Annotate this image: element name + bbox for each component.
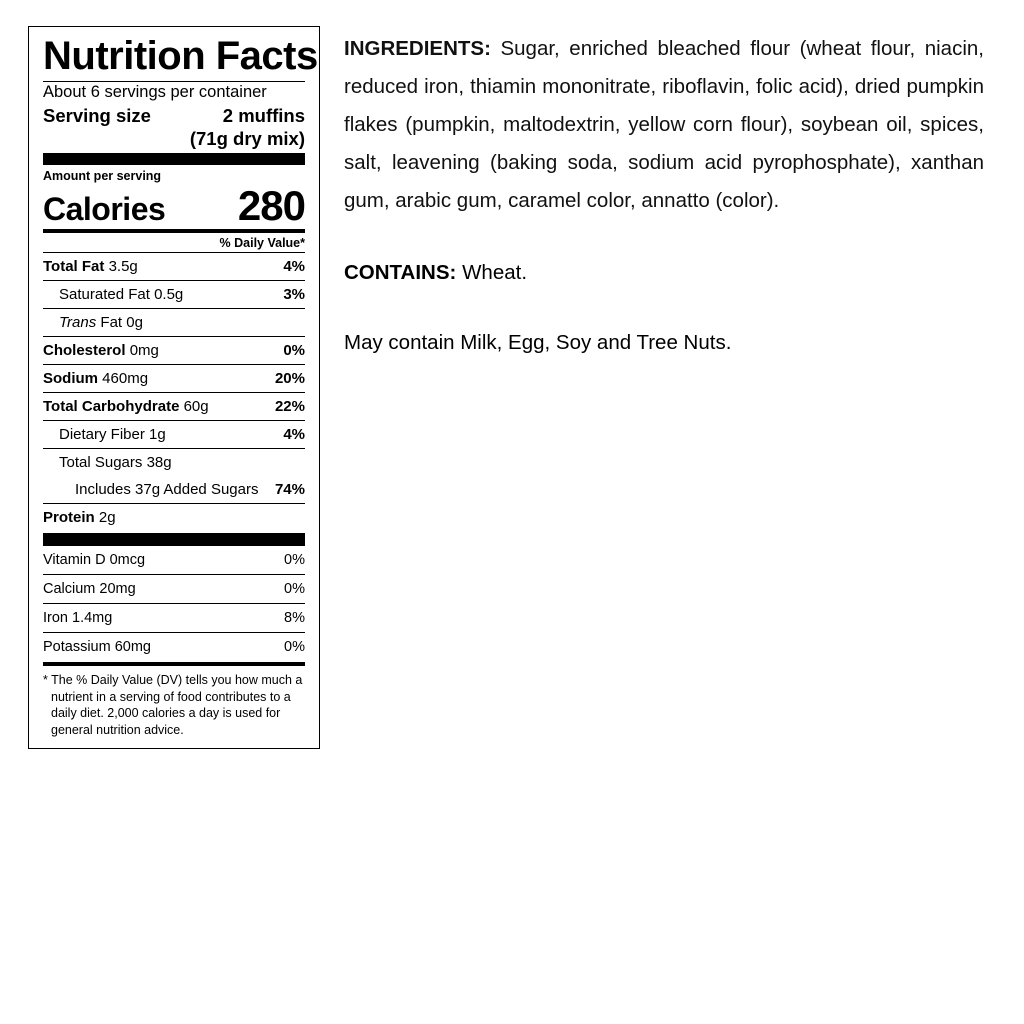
daily-value-footnote (43, 662, 305, 738)
may-contain-paragraph: May contain Milk, Egg, Soy and Tree Nuts. (344, 331, 732, 354)
calories-label: Calories (43, 191, 166, 227)
nutrient-amount: 1g (149, 426, 166, 443)
nutrient-label (43, 369, 156, 388)
nutrient-row (43, 364, 305, 392)
divider-thick-top (43, 153, 305, 165)
nutrient-label (43, 285, 191, 304)
nutrient-name: Cholesterol (43, 342, 126, 359)
nutrient-label (43, 425, 174, 444)
nutrient-label (43, 508, 124, 527)
nutrient-amount: 3.5g (108, 258, 138, 275)
nutrient-label (43, 397, 217, 416)
serving-size-value: 2 muffins (222, 105, 305, 126)
footnote-text: * The % Daily Value (DV) tells you how much a nutrient in a serving of food contributes to a daily diet. 2,000 calories a day is used for general nutrition advice. (43, 673, 303, 737)
nutrient-label (43, 453, 180, 472)
nutrient-row (43, 336, 305, 364)
nutrient-row (43, 252, 305, 280)
nutrient-row (43, 503, 305, 531)
nutrient-name: Sodium (43, 370, 98, 387)
amount-per-serving-label: Amount per serving (43, 169, 162, 183)
nutrient-dv: 74% (274, 481, 305, 498)
serving-size-row (43, 104, 305, 127)
vitamin-row (43, 603, 305, 632)
nutrient-amount: Fat 0g (100, 314, 143, 331)
nutrient-dv: 4% (283, 426, 305, 443)
ingredients-panel (344, 30, 984, 360)
vitamin-row (43, 545, 305, 574)
vitamin-row (43, 574, 305, 603)
divider-thick-bottom (43, 533, 305, 545)
vitamin-dv: 0% (284, 639, 305, 655)
nutrient-name: Dietary Fiber (59, 426, 145, 443)
vitamin-label: Calcium 20mg (43, 581, 136, 597)
nutrient-label (43, 341, 167, 360)
nutrient-name: Trans (59, 314, 97, 331)
contains-heading: CONTAINS: (344, 261, 457, 284)
vitamin-label: Iron 1.4mg (43, 610, 113, 626)
nutrient-dv: 20% (274, 370, 305, 387)
nutrient-amount: 0.5g (154, 286, 184, 303)
nutrient-amount: 38g (146, 454, 172, 471)
nutrient-name: Total Fat (43, 258, 105, 275)
calories-value: 280 (237, 182, 305, 229)
nutrient-name: Includes 37g Added Sugars (75, 481, 259, 498)
contains-paragraph (344, 256, 984, 290)
vitamin-dv: 8% (284, 610, 305, 626)
nutrition-facts-title: Nutrition Facts (43, 34, 318, 78)
nutrient-label (43, 480, 266, 499)
vitamin-dv: 0% (284, 552, 305, 568)
nutrient-dv: 4% (283, 258, 305, 275)
nutrient-amount: 0mg (129, 342, 159, 359)
vitamin-row (43, 632, 305, 661)
ingredients-paragraph (344, 30, 984, 220)
calories-row (43, 184, 305, 229)
vitamin-dv: 0% (284, 581, 305, 597)
nutrient-name: Protein (43, 509, 95, 526)
daily-value-header: % Daily Value* (219, 236, 305, 250)
spacer (344, 220, 984, 256)
serving-size-sub: (71g dry mix) (189, 128, 305, 149)
nutrient-name: Total Sugars (59, 454, 143, 471)
nutrient-name: Total Carbohydrate (43, 398, 180, 415)
ingredients-heading: INGREDIENTS: (344, 37, 491, 60)
nutrient-row (43, 280, 305, 308)
nutrient-label (43, 313, 151, 332)
vitamin-label: Potassium 60mg (43, 639, 151, 655)
nutrient-row (43, 308, 305, 336)
nutrient-dv: 3% (283, 286, 305, 303)
nutrient-label (43, 257, 146, 276)
nutrient-name: Saturated Fat (59, 286, 150, 303)
nutrient-amount: 460mg (102, 370, 149, 387)
ingredients-body: Sugar, enriched bleached flour (wheat flour, niacin, reduced iron, thiamin mononitrate, riboflavin, folic acid), dried pumpkin flakes (pumpkin, maltodextrin, yellow corn flour), soybean oil, spices, salt, leavening (baking soda, sodium acid pyrophosphate), xanthan gum, arabic gum, caramel color, annatto (color). (344, 37, 984, 212)
nutrient-row (43, 448, 305, 476)
nutrient-amount: 2g (98, 509, 116, 526)
nutrient-dv: 22% (274, 398, 305, 415)
nutrition-facts-panel (28, 26, 320, 749)
nutrient-dv: 0% (283, 342, 305, 359)
nutrient-amount: 60g (183, 398, 209, 415)
spacer (344, 290, 984, 326)
nutrient-row (43, 420, 305, 448)
nutrient-row (43, 476, 305, 503)
serving-size-label: Serving size (43, 105, 151, 126)
vitamin-label: Vitamin D 0mcg (43, 552, 146, 568)
nutrient-row (43, 392, 305, 420)
servings-per-container: About 6 servings per container (43, 83, 267, 101)
contains-body: Wheat. (456, 261, 528, 284)
